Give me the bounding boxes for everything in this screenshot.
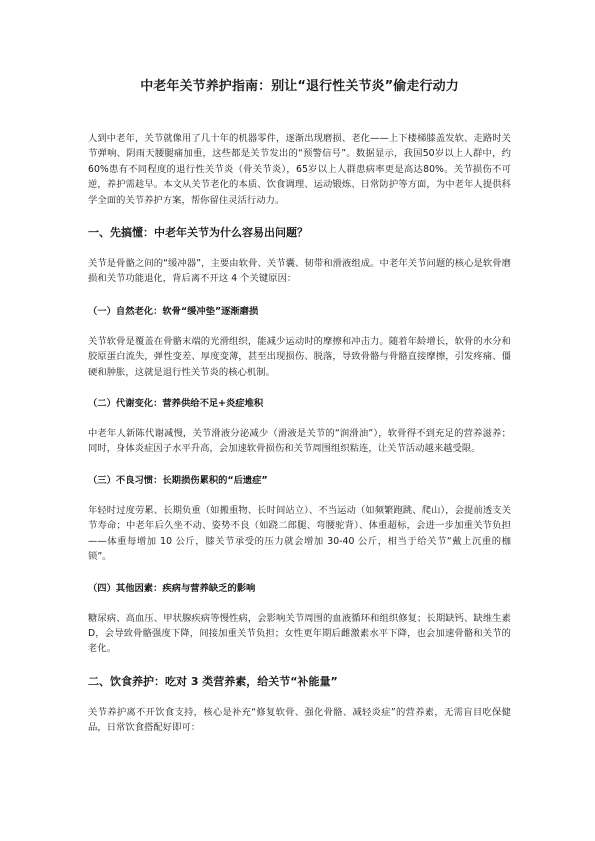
section-2-paragraph: 关节养护离不开饮食支持，核心是补充“修复软骨、强化骨骼、减轻炎症”的营养素，无需盲目吃保健品，日常饮食搭配好即可： <box>88 706 511 734</box>
subsection-3-paragraph: 年轻时过度劳累、长期负重（如搬重物、长时间站立）、不当运动（如频繁跑跳、爬山），会提前透支关节寿命；中老年后久坐不动、姿势不良（如跷二郎腿、弯腰驼背）、体重超标，会进一步加重关节负担——体重每增加 10 公斤，膝关节承受的压力就会增加 30-40 公斤，相当于给关节“戴上沉重的枷锁”。 <box>88 504 511 563</box>
document-title: 中老年关节养护指南：别让“退行性关节炎”偷走行动力 <box>140 79 459 94</box>
section-1-paragraph: 关节是骨骼之间的“缓冲器”，主要由软骨、关节囊、韧带和滑液组成。中老年关节问题的核心是软骨磨损和关节功能退化，背后离不开这 4 个关键原因： <box>88 258 511 285</box>
subsection-1-heading: （一）自然老化：软骨“缓冲垫”逐渐磨损 <box>88 305 259 317</box>
section-2-heading: 二、饮食养护：吃对 3 类营养素，给关节“补能量” <box>88 674 338 688</box>
subsection-4-paragraph: 糖尿病、高血压、甲状腺疾病等慢性病，会影响关节周围的血液循环和组织修复；长期缺钙、缺维生素 D，会导致骨骼强度下降，间接加重关节负担；女性更年期后雌激素水平下降，也会加速骨骼和关节的老化。 <box>88 612 511 655</box>
subsection-1-paragraph: 关节软骨是覆盖在骨骼末端的光滑组织，能减少运动时的摩擦和冲击力。随着年龄增长，软骨的水分和胶原蛋白流失，弹性变差、厚度变薄，甚至出现损伤、脱落，导致骨骼与骨骼直接摩擦，引发疼痛、僵硬和肿胀，这就是退行性关节炎的核心机制。 <box>88 335 511 378</box>
section-1-heading: 一、先搞懂：中老年关节为什么容易出问题？ <box>88 226 308 240</box>
subsection-4-heading: （四）其他因素：疾病与营养缺乏的影响 <box>88 582 256 594</box>
subsection-2-heading: （二）代谢变化：营养供给不足+炎症堆积 <box>88 398 264 410</box>
subsection-2-paragraph: 中老年人新陈代谢减慢，关节滑液分泌减少（滑液是关节的“润滑油”），软骨得不到充足的营养滋养；同时，身体炎症因子水平升高，会加速软骨损伤和关节周围组织粘连，让关节活动越来越受限。 <box>88 428 511 455</box>
subsection-3-heading: （三）不良习惯：长期损伤累积的“后遗症” <box>88 474 268 486</box>
intro-paragraph: 人到中老年，关节就像用了几十年的机器零件，逐渐出现磨损、老化——上下楼梯膝盖发软、走路时关节弹响、阴雨天腰腿痛加重，这些都是关节发出的“预警信号”。数据显示，我国50岁以上人群中，约60%患有不同程度的退行性关节炎（骨关节炎），65岁以上人群患病率更是高达80%。关节损伤不可逆，养护需趁早。本文从关节老化的本质、饮食调理、运动锻炼、日常防护等方面，为中老年人提供科学全面的关节养护方案，帮你留住灵活行动力。 <box>88 133 511 206</box>
